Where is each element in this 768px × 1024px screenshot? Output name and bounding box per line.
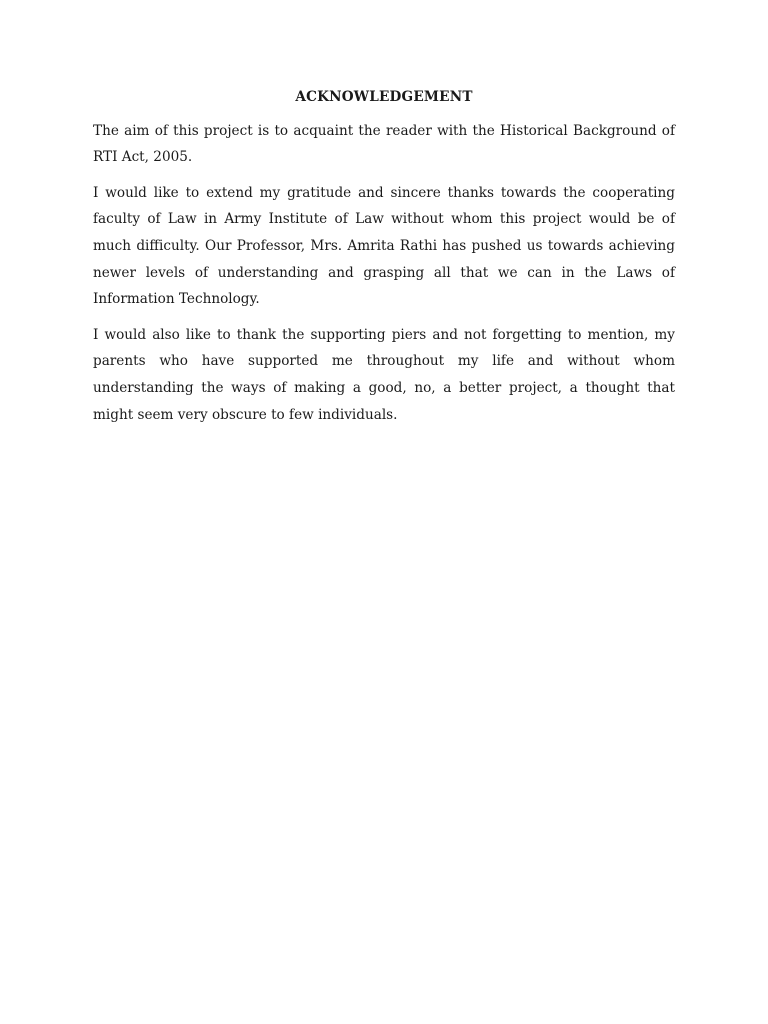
document-body (93, 84, 675, 437)
paragraph-gratitude-faculty: I would like to extend my gratitude and sincere thanks towards the cooperating faculty of Law in Army Institute of Law without whom this project would be of much difficulty. Our Professor, Mrs. Amrita Rathi has pushed us towards achieving newer levels of understanding and grasping all that we can in the Laws of Information Technology. (93, 184, 675, 308)
page-title: ACKNOWLEDGEMENT (295, 89, 473, 105)
paragraph-aim: The aim of this project is to acquaint the reader with the Historical Background of RTI Act, 2005. (93, 122, 675, 166)
paragraph-thanks-parents: I would also like to thank the supporting piers and not forgetting to mention, my parents who have supported me throughout my life and without whom understanding the ways of making a good, no, a better project, a thought that might seem very obscure to few individuals. (93, 326, 675, 423)
